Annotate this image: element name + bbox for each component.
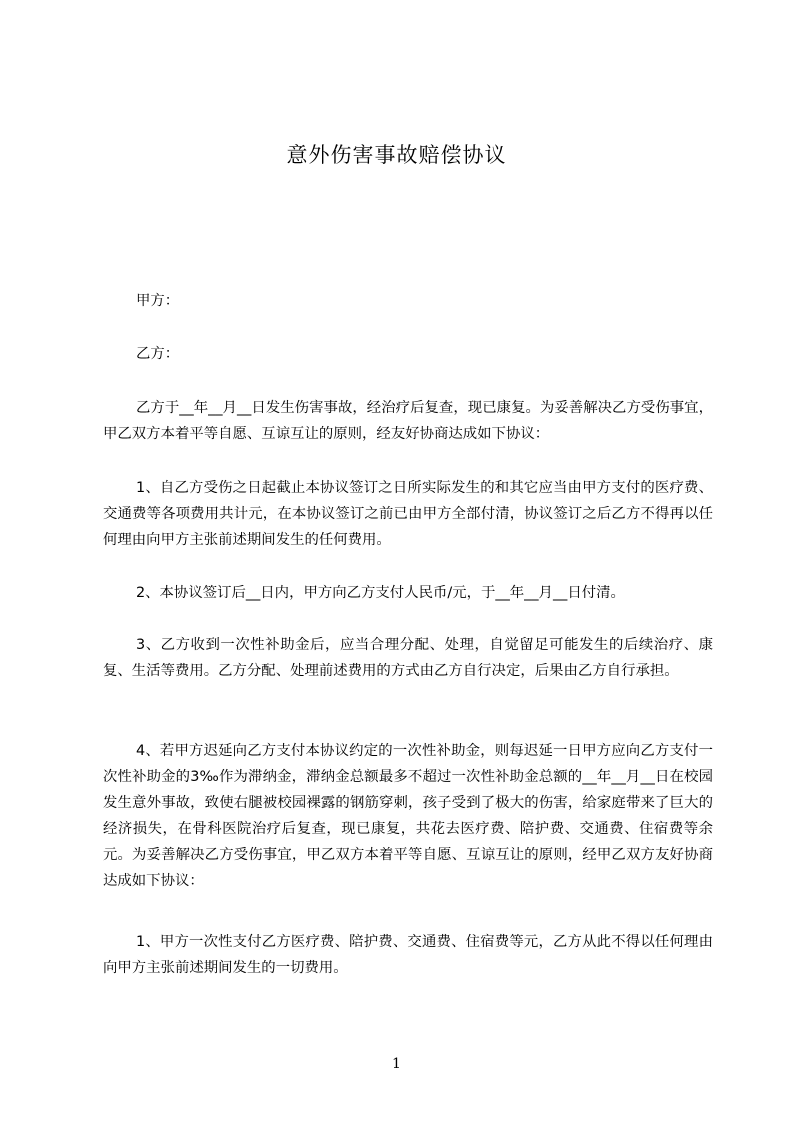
party-a-line: 甲方：	[136, 293, 180, 309]
clause-3-paragraph: 3、乙方收到一次性补助金后，应当合理分配、处理，自觉留足可能发生的后续治疗、康复、生活等费用。乙方分配、处理前述费用的方式由乙方自行决定，后果由乙方自行承担。	[103, 637, 713, 679]
intro-paragraph: 乙方于__年__月__日发生伤害事故，经治疗后复查，现已康复。为妥善解决乙方受伤事宜，甲乙双方本着平等自愿、互谅互让的原则，经友好协商达成如下协议：	[103, 400, 713, 442]
clause-2-paragraph: 2、本协议签订后__日内，甲方向乙方支付人民币/元，于__年__月__日付清。	[136, 585, 625, 601]
document-title: 意外伤害事故赔偿协议	[286, 143, 507, 167]
clause-1-paragraph: 1、自乙方受伤之日起截止本协议签订之日所实际发生的和其它应当由甲方支付的医疗费、交通费等各项费用共计元，在本协议签订之前已由甲方全部付清，协议签订之后乙方不得再以任何理由向甲方主张前述期间发生的任何费用。	[103, 480, 713, 548]
party-b-line: 乙方：	[136, 346, 180, 362]
clause-4-paragraph: 4、若甲方迟延向乙方支付本协议约定的一次性补助金，则每迟延一日甲方应向乙方支付一次性补助金的3‰作为滞纳金，滞纳金总额最多不超过一次性补助金总额的__年__月__日在校园发生意外事故，致使右腿被校园裸露的钢筋穿刺，孩子受到了极大的伤害，给家庭带来了巨大的经济损失，在骨科医院治疗后复查，现已康复，共花去医疗费、陪护费、交通费、住宿费等余元。为妥善解决乙方受伤事宜，甲乙双方本着平等自愿、互谅互让的原则，经甲乙双方友好协商达成如下协议：	[103, 743, 713, 889]
page-number: 1	[392, 1056, 401, 1072]
clause-5-paragraph: 1、甲方一次性支付乙方医疗费、陪护费、交通费、住宿费等元，乙方从此不得以任何理由向甲方主张前述期间发生的一切费用。	[103, 934, 713, 976]
